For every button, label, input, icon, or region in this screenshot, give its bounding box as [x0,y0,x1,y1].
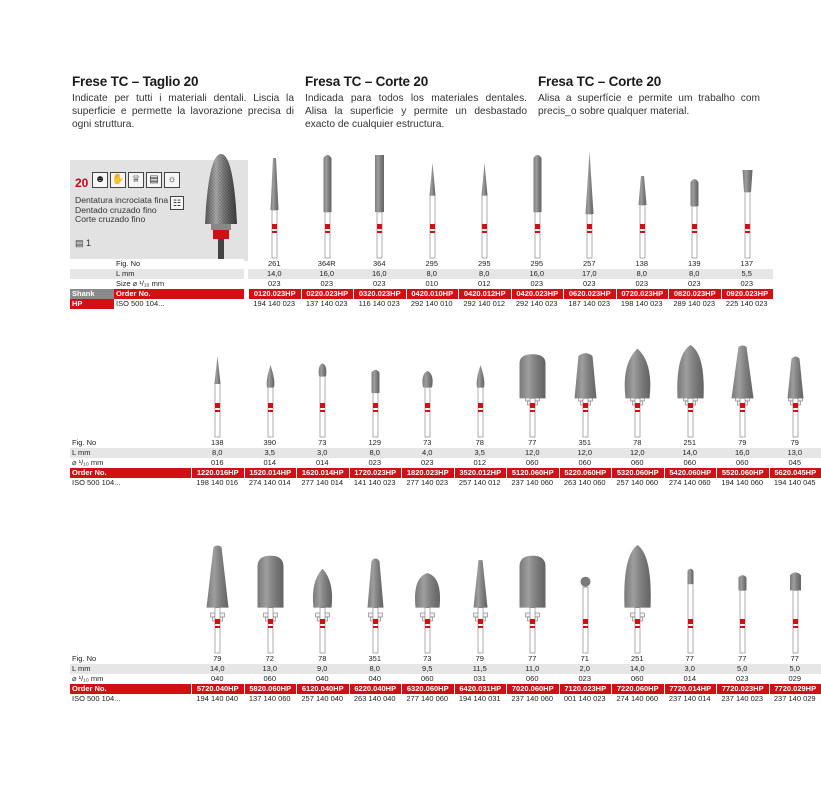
cell-iso: 001 140 023 [559,694,612,704]
bur-drawing-icon [512,150,563,258]
cell-iso: 237 140 060 [506,694,559,704]
cell-size: 023 [563,279,616,289]
cell-fig-no: 77 [716,654,769,664]
cell-iso: 289 140 023 [668,299,721,309]
cell-iso: 116 140 023 [353,299,406,309]
cell-length: 14,0 [248,269,301,279]
bur-drawing-icon [717,545,768,653]
cell-order-no: 3520.012HP [454,468,507,478]
bur-drawing-icon [350,545,401,653]
cell-iso: 194 140 060 [716,478,769,488]
cell-size: 060 [611,458,664,468]
cell-length: 16,0 [511,269,564,279]
cell-iso: 194 140 040 [191,694,244,704]
cell-order-no: 0820.023HP [668,289,721,299]
cell-length: 11,0 [506,664,559,674]
cell-length: 17,0 [563,269,616,279]
cell-fig-no: 138 [616,259,669,269]
cell-iso: 257 140 060 [611,478,664,488]
bur-drawing-icon [507,545,558,653]
cell-order-no: 5320.060HP [611,468,664,478]
label-hp: HP [70,299,114,309]
cell-order-no: 5220.060HP [559,468,612,478]
cell-length: 12,0 [559,448,612,458]
cell-order-no: 6420.031HP [454,684,507,694]
header-title-es: Fresa TC – Corte 20 [305,74,428,89]
cell-size: 014 [664,674,717,684]
cell-order-no: 5420.060HP [664,468,717,478]
cell-fig-no: 78 [454,438,507,448]
bur-drawing-icon [564,150,615,258]
cell-iso: 277 140 014 [296,478,349,488]
cell-length: 9,5 [401,664,454,674]
cell-order-no: 1820.023HP [401,468,454,478]
toothing-desc-es: Dentado cruzado fino [75,204,157,215]
cell-order-no: 1220.016HP [191,468,244,478]
denture-icon: ☼ [164,172,180,188]
cell-length: 8,0 [191,448,244,458]
label-length: L mm [70,269,244,279]
cell-size: 060 [506,674,559,684]
cell-size: 023 [716,674,769,684]
cell-length: 16,0 [353,269,406,279]
bur-drawing-icon [455,545,506,653]
cell-size: 060 [244,674,297,684]
cell-length: 5,5 [721,269,774,279]
bur-drawing-icon [665,345,716,437]
cell-iso: 274 140 060 [664,478,717,488]
bur-drawing-icon [350,345,401,437]
cross-cut-icon: ☷ [170,196,184,210]
cell-length: 2,0 [559,664,612,674]
cell-order-no: 5120.060HP [506,468,559,478]
cell-order-no: 5520.060HP [716,468,769,478]
bur-drawing-icon [302,150,353,258]
bur-drawing-icon [560,345,611,437]
cell-iso: 292 140 010 [406,299,459,309]
bur-photo-icon [196,152,246,262]
cell-iso: 277 140 060 [401,694,454,704]
cell-size: 060 [664,458,717,468]
cell-length: 11,5 [454,664,507,674]
cell-fig-no: 79 [454,654,507,664]
cell-size: 023 [401,458,454,468]
bur-drawing-icon [770,545,821,653]
cell-size: 023 [248,279,301,289]
cell-order-no: 6220.040HP [349,684,402,694]
cell-iso: 257 140 040 [296,694,349,704]
cell-fig-no: 257 [563,259,616,269]
label-size: ⌀ ¹/₁₀ mm [70,674,244,684]
cell-iso: 237 140 014 [664,694,717,704]
cell-length: 8,0 [349,448,402,458]
toothing-description [75,196,168,225]
bur-drawing-icon [245,545,296,653]
cell-iso: 137 140 023 [301,299,354,309]
label-iso: ISO 500 104... [70,478,244,488]
cell-size: 060 [506,458,559,468]
bridge-icon: ▤ [146,172,162,188]
cell-order-no: 0420.023HP [511,289,564,299]
cell-size: 060 [401,674,454,684]
header-title-it: Frese TC – Taglio 20 [72,74,199,89]
cell-length: 3,0 [664,664,717,674]
cell-order-no: 7120.023HP [559,684,612,694]
cut-number: 20 [75,176,89,190]
bur-drawing-icon [669,150,720,258]
cell-fig-no: 77 [506,438,559,448]
cell-iso: 292 140 012 [458,299,511,309]
cell-order-no: 0420.012HP [458,289,511,299]
cell-order-no: 6320.060HP [401,684,454,694]
cell-length: 3,0 [296,448,349,458]
label-fig-no: Fig. No [70,654,244,664]
bur-drawing-icon [455,345,506,437]
cell-fig-no: 351 [349,654,402,664]
cell-iso: 274 140 014 [244,478,297,488]
cell-length: 8,0 [406,269,459,279]
bur-drawing-icon [612,345,663,437]
cell-size: 029 [769,674,821,684]
cell-size: 012 [454,458,507,468]
cell-order-no: 0620.023HP [563,289,616,299]
cell-iso: 187 140 023 [563,299,616,309]
cell-fig-no: 129 [349,438,402,448]
cell-size: 023 [353,279,406,289]
cell-fig-no: 77 [664,654,717,664]
cell-iso: 198 140 023 [616,299,669,309]
cell-iso: 274 140 060 [611,694,664,704]
cell-fig-no: 251 [664,438,717,448]
header-es [305,74,527,131]
cell-iso: 225 140 023 [721,299,774,309]
cell-length: 8,0 [349,664,402,674]
cell-order-no: 7720.023HP [716,684,769,694]
bur-drawing-icon [507,345,558,437]
cell-iso: 194 140 045 [769,478,821,488]
cell-order-no: 7020.060HP [506,684,559,694]
cell-fig-no: 78 [296,654,349,664]
cell-order-no: 7220.060HP [611,684,664,694]
label-length: L mm [70,664,244,674]
toothing-desc-it: Dentatura incrociata fina [75,195,169,205]
cell-length: 16,0 [716,448,769,458]
material-pictograms [92,172,180,188]
cell-length: 5,0 [769,664,821,674]
cell-order-no: 7720.014HP [664,684,717,694]
cell-fig-no: 79 [716,438,769,448]
label-iso: ISO 500 104... [70,694,244,704]
cell-order-no: 5820.060HP [244,684,297,694]
cell-iso: 237 140 060 [506,478,559,488]
cell-fig-no: 73 [296,438,349,448]
cell-fig-no: 364R [301,259,354,269]
cell-fig-no: 261 [248,259,301,269]
header-pt [538,74,760,118]
cell-order-no: 0220.023HP [301,289,354,299]
cell-fig-no: 295 [406,259,459,269]
cell-length: 14,0 [664,448,717,458]
bur-drawing-icon [459,150,510,258]
bur-drawing-icon [612,545,663,653]
cell-length: 14,0 [191,664,244,674]
cell-length: 8,0 [458,269,511,279]
bur-drawing-icon [297,545,348,653]
bur-drawing-icon [717,345,768,437]
package-icon: ▤ [75,238,84,248]
cell-size: 060 [611,674,664,684]
cell-size: 023 [511,279,564,289]
bur-drawing-icon [560,545,611,653]
tooth-icon: ☻ [92,172,108,188]
cell-size: 023 [559,674,612,684]
label-order-no: Order No. [70,684,244,694]
label-fig-no: Fig. No [70,438,244,448]
cell-length: 13,0 [244,664,297,674]
bur-drawing-icon [354,150,405,258]
cell-fig-no: 138 [191,438,244,448]
bur-drawing-icon [402,345,453,437]
cell-fig-no: 295 [511,259,564,269]
cell-fig-no: 79 [769,438,821,448]
cell-length: 12,0 [611,448,664,458]
cell-order-no: 0920.023HP [721,289,774,299]
header-text-it: Indicate per tutti i materiali dentali. Liscia la superficie e permette la lavorazione precisa di ogni struttura. [72,93,294,130]
label-iso: HP ISO 500 104... [70,299,244,309]
cell-iso: 194 140 023 [248,299,301,309]
bur-drawing-icon [722,150,773,258]
cell-fig-no: 78 [611,438,664,448]
pack-quantity-value: 1 [86,238,92,248]
label-size: ⌀ ¹/₁₀ mm [70,458,244,468]
cell-iso: 257 140 012 [454,478,507,488]
cell-iso: 237 140 023 [716,694,769,704]
cell-size: 023 [721,279,774,289]
crown-icon: ♕ [128,172,144,188]
cell-size: 023 [349,458,402,468]
cell-size: 040 [191,674,244,684]
cell-order-no: 0720.023HP [616,289,669,299]
bur-drawing-icon [245,345,296,437]
cell-length: 5,0 [716,664,769,674]
label-order-no: Shank Order No. [70,289,244,299]
cell-fig-no: 73 [401,654,454,664]
cell-order-no: 1620.014HP [296,468,349,478]
cell-fig-no: 72 [244,654,297,664]
cell-length: 14,0 [611,664,664,674]
cell-fig-no: 73 [401,438,454,448]
cell-size: 014 [296,458,349,468]
cell-size: 023 [668,279,721,289]
cell-order-no: 0120.023HP [248,289,301,299]
cell-length: 12,0 [506,448,559,458]
header-text-es: Indicada para todos los materiales dentales. Alisa la superficie y permite un desbastado exacto de cualquier estructura. [305,93,527,130]
cell-length: 3,5 [244,448,297,458]
cell-order-no: 5720.040HP [191,684,244,694]
cell-size: 016 [191,458,244,468]
cell-fig-no: 390 [244,438,297,448]
cell-size: 040 [349,674,402,684]
header-text-pt: Alisa a superfície e permite um trabalho com precis_o sobre qualquer material. [538,93,760,117]
cell-iso: 263 140 060 [559,478,612,488]
cell-fig-no: 295 [458,259,511,269]
label-size: Size ⌀ ¹/₁₀ mm [70,279,244,289]
bur-drawing-icon [192,345,243,437]
label-shank: Shank [70,289,114,299]
cell-order-no: 0320.023HP [353,289,406,299]
cell-length: 8,0 [616,269,669,279]
cell-iso: 237 140 029 [769,694,821,704]
cell-iso: 194 140 031 [454,694,507,704]
cell-size: 031 [454,674,507,684]
cell-size: 012 [458,279,511,289]
bur-drawing-icon [407,150,458,258]
cell-fig-no: 139 [668,259,721,269]
cell-size: 060 [716,458,769,468]
cell-length: 3,5 [454,448,507,458]
cell-fig-no: 137 [721,259,774,269]
label-fig-no: Fig. No [70,259,244,269]
cell-size: 023 [301,279,354,289]
pack-quantity [75,238,91,249]
cell-size: 045 [769,458,821,468]
cell-size: 023 [616,279,669,289]
bur-drawing-icon [665,545,716,653]
cell-iso: 141 140 023 [349,478,402,488]
cell-fig-no: 71 [559,654,612,664]
bur-drawing-icon [402,545,453,653]
cell-fig-no: 364 [353,259,406,269]
cell-size: 060 [559,458,612,468]
cell-length: 8,0 [668,269,721,279]
cell-order-no: 6120.040HP [296,684,349,694]
bur-drawing-icon [249,150,300,258]
cell-order-no: 0420.010HP [406,289,459,299]
hand-icon: ✋ [110,172,126,188]
cell-order-no: 1520.014HP [244,468,297,478]
cell-size: 040 [296,674,349,684]
toothing-desc-pt: Corte cruzado fino [75,214,146,225]
cell-fig-no: 77 [506,654,559,664]
bur-drawing-icon [770,345,821,437]
cell-size: 014 [244,458,297,468]
cell-size: 010 [406,279,459,289]
cell-order-no: 5620.045HP [769,468,821,478]
bur-drawing-icon [297,345,348,437]
cell-fig-no: 251 [611,654,664,664]
cell-length: 9,0 [296,664,349,674]
cell-fig-no: 79 [191,654,244,664]
label-order-no: Order No. [70,468,244,478]
cell-iso: 198 140 016 [191,478,244,488]
header-it [72,74,294,131]
cell-iso: 263 140 040 [349,694,402,704]
bur-drawing-icon [617,150,668,258]
bur-drawing-icon [192,545,243,653]
header-title-pt: Fresa TC – Corte 20 [538,74,661,89]
cell-length: 4,0 [401,448,454,458]
cell-length: 13,0 [769,448,821,458]
cell-order-no: 1720.023HP [349,468,402,478]
cell-iso: 137 140 060 [244,694,297,704]
cell-fig-no: 351 [559,438,612,448]
label-length: L mm [70,448,244,458]
cell-iso: 292 140 023 [511,299,564,309]
cell-iso: 277 140 023 [401,478,454,488]
cell-order-no: 7720.029HP [769,684,821,694]
cell-fig-no: 77 [769,654,821,664]
cell-length: 16,0 [301,269,354,279]
